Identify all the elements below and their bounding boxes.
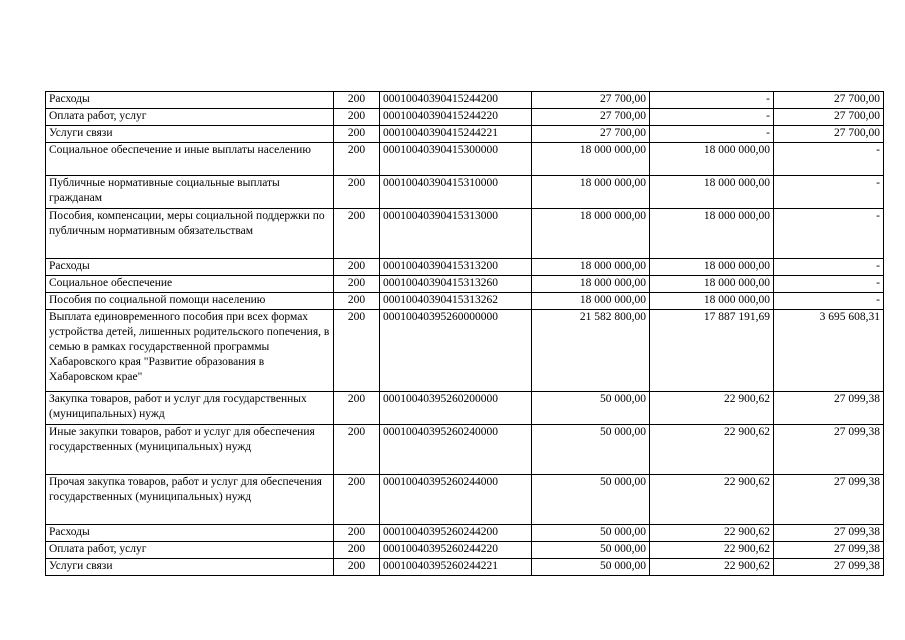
row-code: 200 xyxy=(334,293,380,310)
table-row xyxy=(46,293,884,310)
table-row xyxy=(46,310,884,392)
row-classifier: 00010040390415244220 xyxy=(380,109,532,126)
row-remaining: 27 700,00 xyxy=(774,109,884,126)
table-row xyxy=(46,425,884,475)
row-executed: - xyxy=(650,126,774,143)
row-name: Пособия, компенсации, меры социальной поддержки по публичным нормативным обязательствам xyxy=(46,209,334,259)
row-approved: 18 000 000,00 xyxy=(532,276,650,293)
row-executed: 22 900,62 xyxy=(650,392,774,425)
row-name: Закупка товаров, работ и услуг для государственных (муниципальных) нужд xyxy=(46,392,334,425)
table-row xyxy=(46,259,884,276)
row-code: 200 xyxy=(334,276,380,293)
row-approved: 21 582 800,00 xyxy=(532,310,650,392)
row-classifier: 00010040390415313262 xyxy=(380,293,532,310)
row-executed: 17 887 191,69 xyxy=(650,310,774,392)
table-row xyxy=(46,92,884,109)
row-classifier: 00010040395260240000 xyxy=(380,425,532,475)
row-approved: 18 000 000,00 xyxy=(532,143,650,176)
row-remaining: 27 099,38 xyxy=(774,475,884,525)
row-remaining: 27 099,38 xyxy=(774,392,884,425)
row-name: Выплата единовременного пособия при всех формах устройства детей, лишенных родительского попечения, в семью в рамках государственной программы Хабаровского края "Развитие образования в Хабаровском крае" xyxy=(46,310,334,392)
row-code: 200 xyxy=(334,559,380,576)
row-name: Публичные нормативные социальные выплаты гражданам xyxy=(46,176,334,209)
row-code: 200 xyxy=(334,259,380,276)
row-executed: - xyxy=(650,92,774,109)
row-name: Оплата работ, услуг xyxy=(46,109,334,126)
row-name: Оплата работ, услуг xyxy=(46,542,334,559)
row-name: Услуги связи xyxy=(46,126,334,143)
row-name: Социальное обеспечение xyxy=(46,276,334,293)
table-row xyxy=(46,109,884,126)
row-name: Социальное обеспечение и иные выплаты населению xyxy=(46,143,334,176)
row-remaining: - xyxy=(774,143,884,176)
row-executed: 18 000 000,00 xyxy=(650,176,774,209)
row-classifier: 00010040395260244000 xyxy=(380,475,532,525)
row-approved: 18 000 000,00 xyxy=(532,293,650,310)
row-classifier: 00010040390415313000 xyxy=(380,209,532,259)
row-remaining: - xyxy=(774,259,884,276)
row-name: Пособия по социальной помощи населению xyxy=(46,293,334,310)
row-executed: 22 900,62 xyxy=(650,425,774,475)
row-remaining: 27 099,38 xyxy=(774,542,884,559)
row-code: 200 xyxy=(334,109,380,126)
row-code: 200 xyxy=(334,425,380,475)
row-code: 200 xyxy=(334,209,380,259)
row-classifier: 00010040390415244221 xyxy=(380,126,532,143)
row-executed: 18 000 000,00 xyxy=(650,209,774,259)
row-classifier: 00010040395260244200 xyxy=(380,525,532,542)
table-row xyxy=(46,209,884,259)
table-row xyxy=(46,126,884,143)
row-approved: 18 000 000,00 xyxy=(532,209,650,259)
row-approved: 50 000,00 xyxy=(532,392,650,425)
row-classifier: 00010040395260000000 xyxy=(380,310,532,392)
table-row xyxy=(46,276,884,293)
row-executed: 18 000 000,00 xyxy=(650,143,774,176)
row-remaining: 27 099,38 xyxy=(774,425,884,475)
row-classifier: 00010040390415310000 xyxy=(380,176,532,209)
row-remaining: 27 099,38 xyxy=(774,525,884,542)
row-name: Прочая закупка товаров, работ и услуг для обеспечения государственных (муниципальных) нужд xyxy=(46,475,334,525)
row-code: 200 xyxy=(334,176,380,209)
row-classifier: 00010040390415313200 xyxy=(380,259,532,276)
table-row xyxy=(46,559,884,576)
row-remaining: - xyxy=(774,209,884,259)
row-code: 200 xyxy=(334,126,380,143)
row-classifier: 00010040390415300000 xyxy=(380,143,532,176)
row-executed: 22 900,62 xyxy=(650,559,774,576)
row-approved: 18 000 000,00 xyxy=(532,176,650,209)
row-approved: 50 000,00 xyxy=(532,542,650,559)
table-row xyxy=(46,392,884,425)
row-classifier: 00010040395260244221 xyxy=(380,559,532,576)
row-approved: 50 000,00 xyxy=(532,559,650,576)
row-approved: 50 000,00 xyxy=(532,525,650,542)
row-executed: 18 000 000,00 xyxy=(650,259,774,276)
row-classifier: 00010040395260200000 xyxy=(380,392,532,425)
row-approved: 27 700,00 xyxy=(532,109,650,126)
row-name: Иные закупки товаров, работ и услуг для обеспечения государственных (муниципальных) нужд xyxy=(46,425,334,475)
row-executed: 18 000 000,00 xyxy=(650,276,774,293)
row-name: Расходы xyxy=(46,92,334,109)
row-remaining: 27 700,00 xyxy=(774,92,884,109)
row-remaining: - xyxy=(774,276,884,293)
row-executed: - xyxy=(650,109,774,126)
row-name: Расходы xyxy=(46,525,334,542)
row-executed: 22 900,62 xyxy=(650,475,774,525)
row-code: 200 xyxy=(334,310,380,392)
row-code: 200 xyxy=(334,143,380,176)
table-row xyxy=(46,475,884,525)
row-approved: 27 700,00 xyxy=(532,126,650,143)
row-executed: 22 900,62 xyxy=(650,542,774,559)
row-code: 200 xyxy=(334,475,380,525)
row-classifier: 00010040390415244200 xyxy=(380,92,532,109)
row-approved: 27 700,00 xyxy=(532,92,650,109)
row-code: 200 xyxy=(334,542,380,559)
row-code: 200 xyxy=(334,92,380,109)
row-name: Услуги связи xyxy=(46,559,334,576)
row-name: Расходы xyxy=(46,259,334,276)
row-remaining: 27 700,00 xyxy=(774,126,884,143)
table-row xyxy=(46,143,884,176)
table-row xyxy=(46,176,884,209)
table-row xyxy=(46,525,884,542)
row-remaining: - xyxy=(774,293,884,310)
row-executed: 18 000 000,00 xyxy=(650,293,774,310)
row-classifier: 00010040395260244220 xyxy=(380,542,532,559)
row-remaining: 27 099,38 xyxy=(774,559,884,576)
row-classifier: 00010040390415313260 xyxy=(380,276,532,293)
table-row xyxy=(46,542,884,559)
row-code: 200 xyxy=(334,525,380,542)
row-approved: 50 000,00 xyxy=(532,425,650,475)
row-remaining: 3 695 608,31 xyxy=(774,310,884,392)
row-code: 200 xyxy=(334,392,380,425)
row-approved: 18 000 000,00 xyxy=(532,259,650,276)
row-approved: 50 000,00 xyxy=(532,475,650,525)
budget-execution-table xyxy=(45,91,884,576)
row-remaining: - xyxy=(774,176,884,209)
row-executed: 22 900,62 xyxy=(650,525,774,542)
